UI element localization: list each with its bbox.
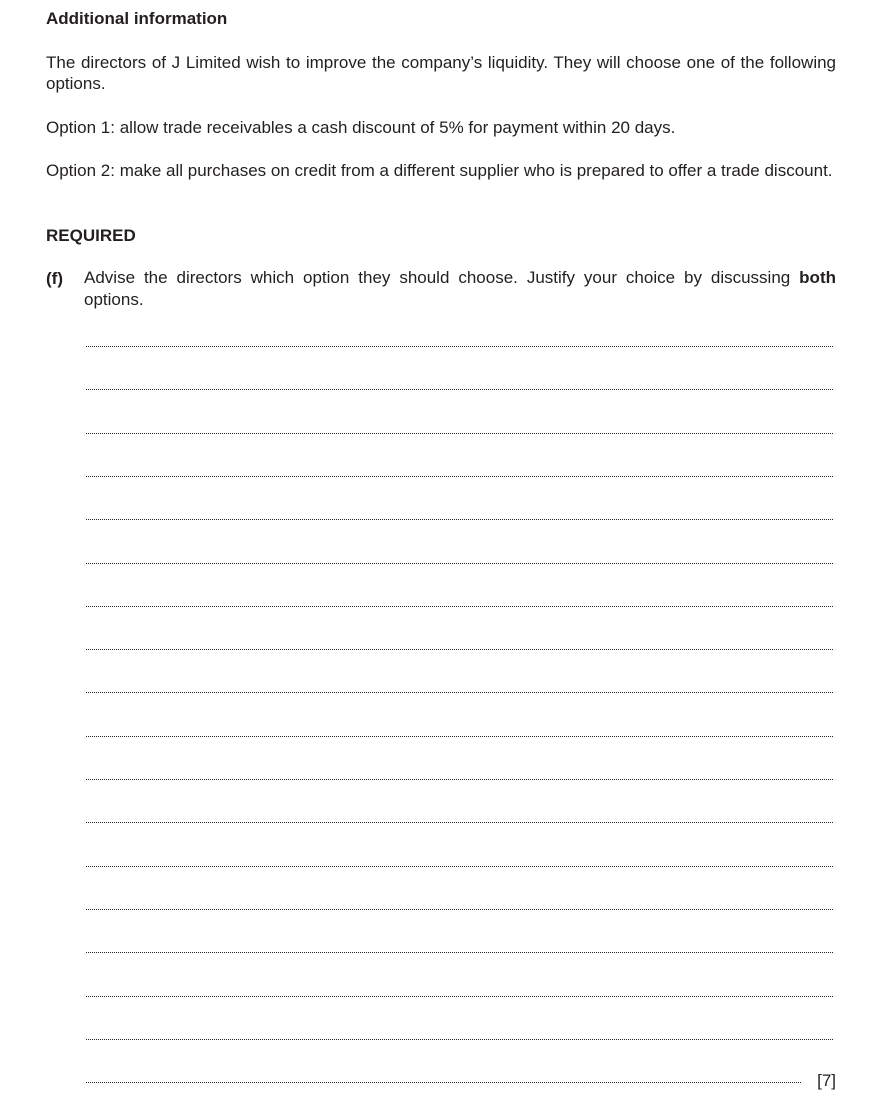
question-text-start: Advise the directors which option they should choose. Justify your choice by discussing: [84, 268, 800, 287]
answer-line[interactable]: [86, 1039, 833, 1040]
answer-line[interactable]: [86, 649, 833, 650]
answer-line[interactable]: [86, 563, 833, 564]
answer-line[interactable]: [86, 606, 833, 607]
intro-paragraph: The directors of J Limited wish to improve the company’s liquidity. They will choose one of the following options.: [46, 53, 836, 93]
answer-line[interactable]: [86, 1082, 801, 1083]
answer-line[interactable]: [86, 346, 833, 347]
answer-line[interactable]: [86, 692, 833, 693]
question-text-end: options.: [84, 290, 144, 309]
additional-information-heading: Additional information: [46, 9, 228, 28]
answer-line[interactable]: [86, 822, 833, 823]
answer-line[interactable]: [86, 779, 833, 780]
option-1-text: Option 1: allow trade receivables a cash discount of 5% for payment within 20 days.: [46, 118, 676, 137]
answer-line[interactable]: [86, 866, 833, 867]
answer-line[interactable]: [86, 519, 833, 520]
required-heading: REQUIRED: [46, 226, 136, 245]
answer-line[interactable]: [86, 389, 833, 390]
answer-line[interactable]: [86, 476, 833, 477]
question-text: [84, 267, 836, 311]
answer-line[interactable]: [86, 909, 833, 910]
answer-line[interactable]: [86, 736, 833, 737]
answer-line[interactable]: [86, 996, 833, 997]
answer-line[interactable]: [86, 952, 833, 953]
marks-label: [7]: [817, 1071, 836, 1090]
question-bold-word: both: [799, 268, 836, 287]
question-number: (f): [46, 269, 63, 288]
answer-line[interactable]: [86, 433, 833, 434]
option-2-text: Option 2: make all purchases on credit from a different supplier who is prepared to offer a trade discount.: [46, 161, 833, 180]
